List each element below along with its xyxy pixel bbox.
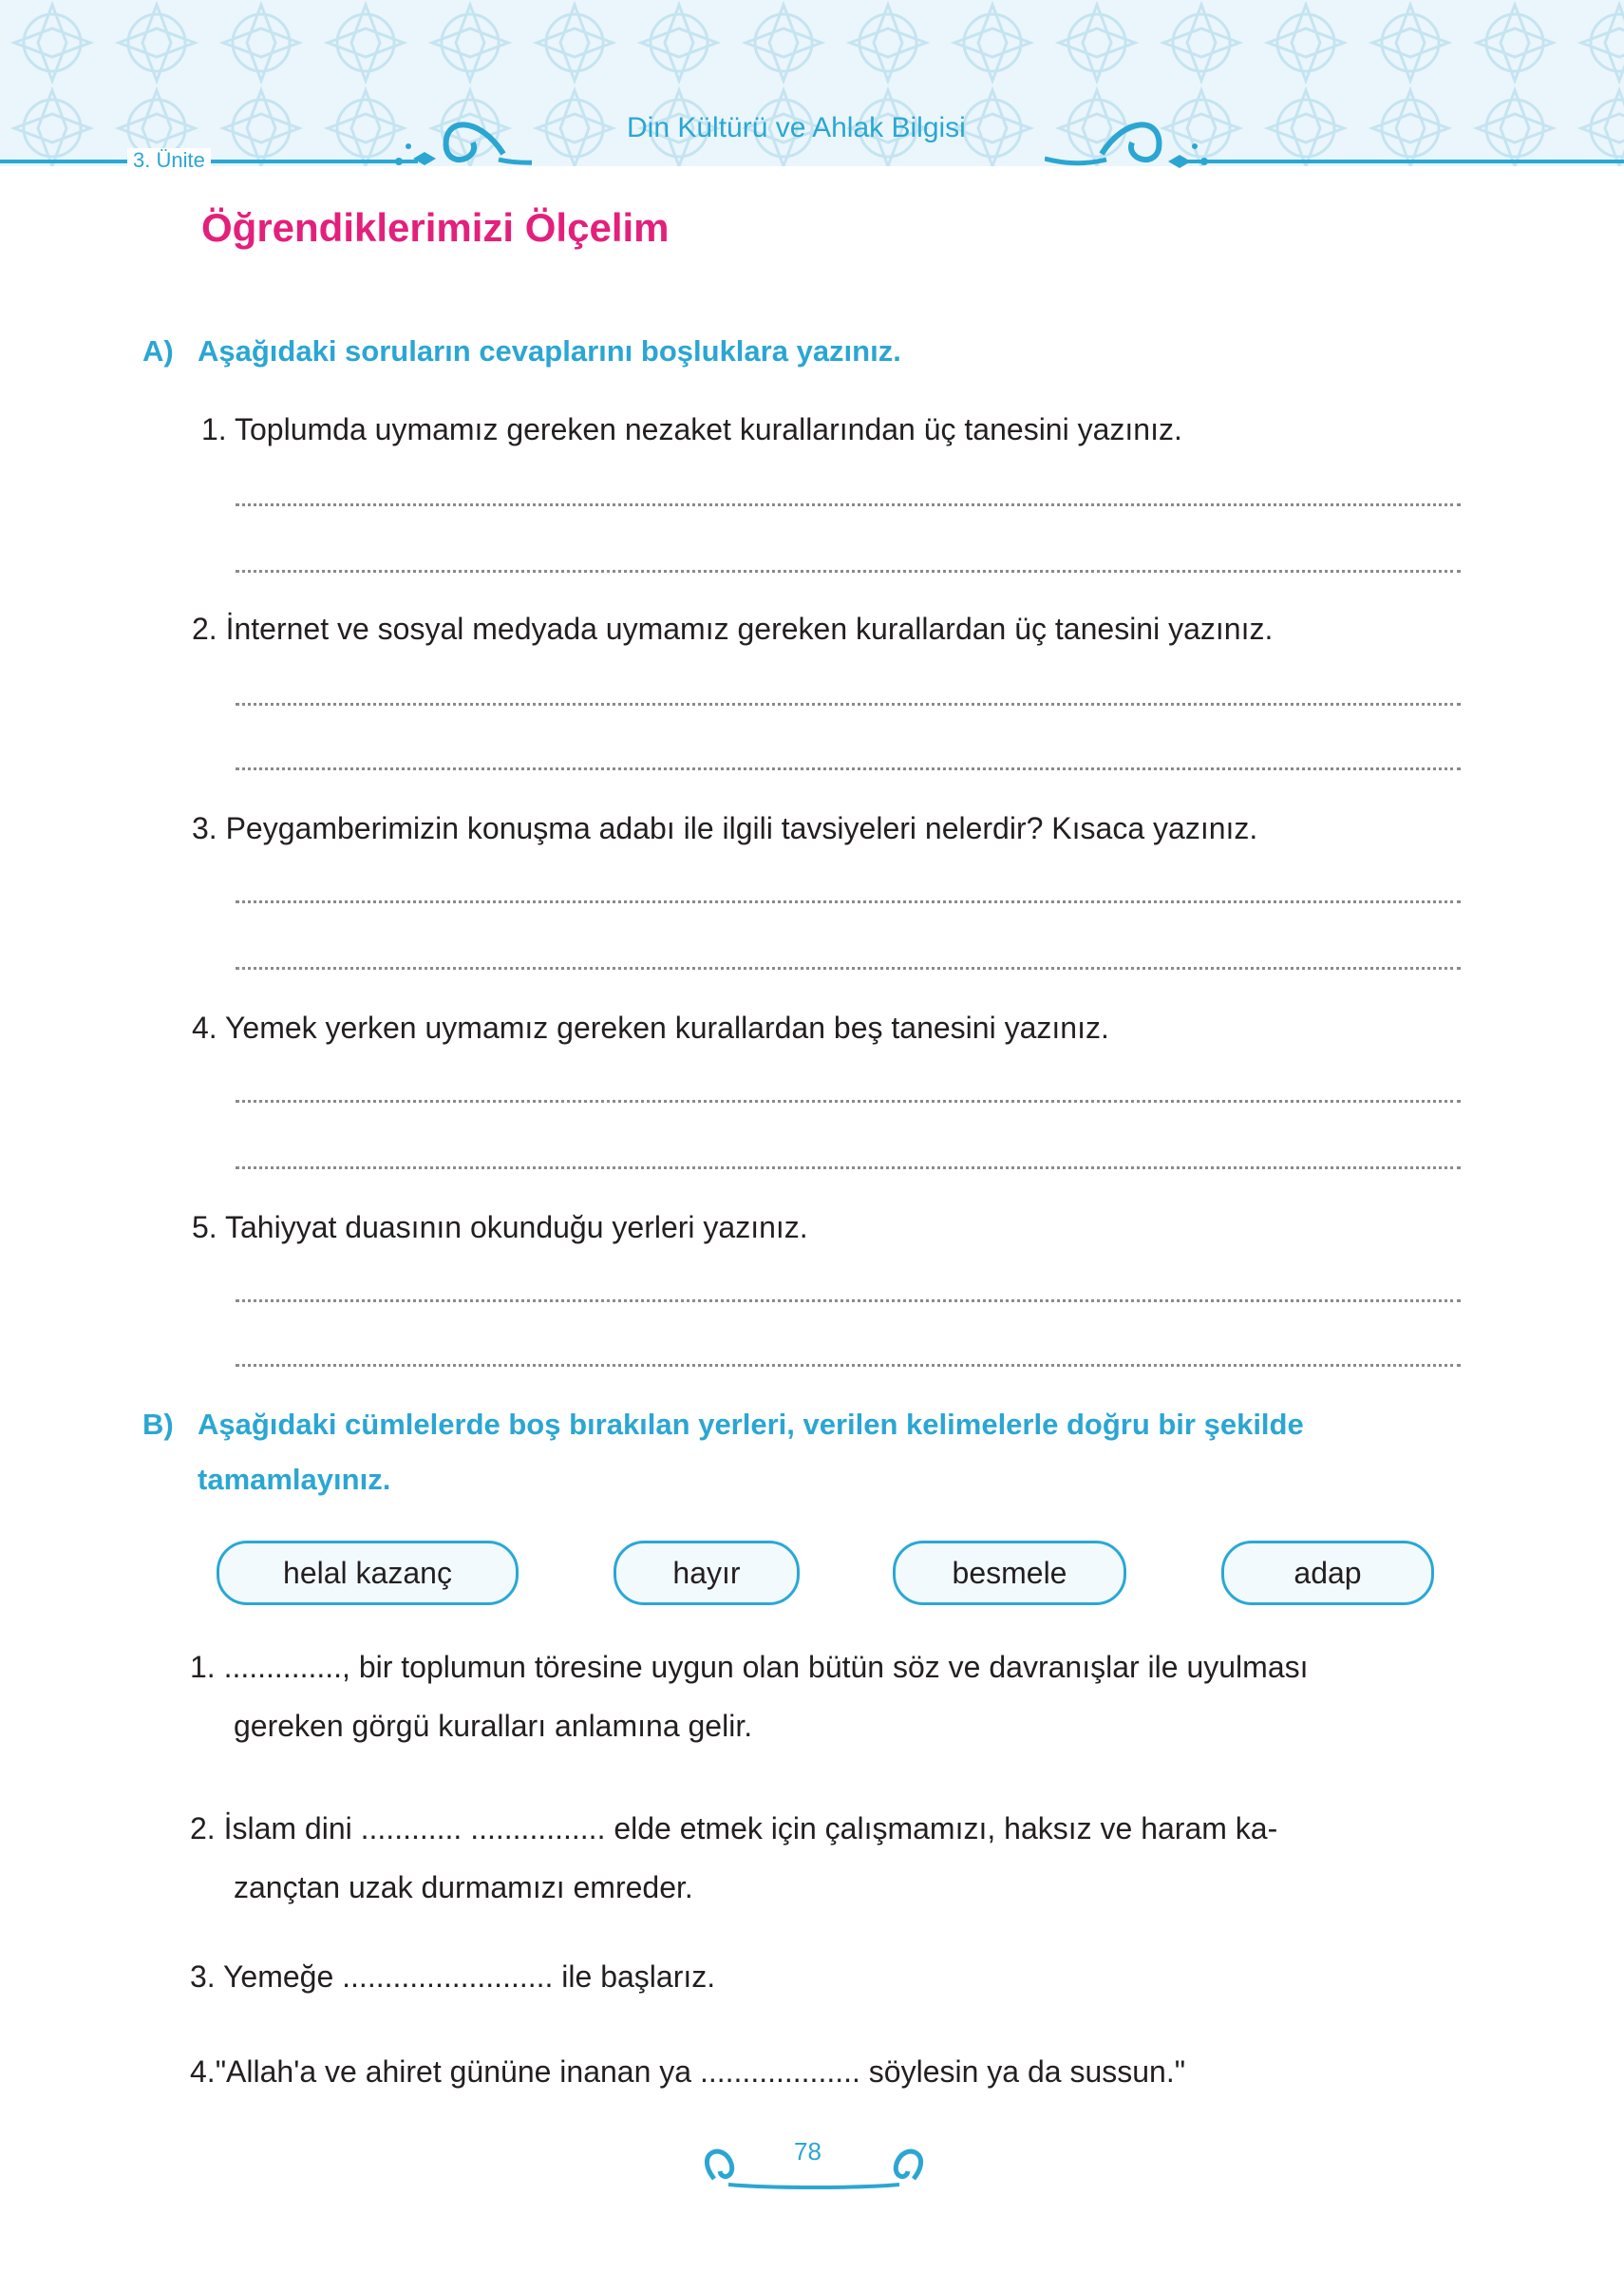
section-b-heading bbox=[142, 1398, 1304, 1451]
answer-line[interactable] bbox=[236, 1166, 1461, 1169]
ornament-right-icon bbox=[1045, 106, 1216, 178]
ornament-left-icon bbox=[389, 106, 532, 178]
unit-label: 3. Ünite bbox=[127, 148, 211, 173]
answer-line[interactable] bbox=[236, 1100, 1461, 1103]
question-2: 2. İnternet ve sosyal medyada uymamız gereken kurallardan üç tanesini yazınız. bbox=[192, 612, 1274, 646]
sentence-3 bbox=[190, 1947, 1482, 2006]
answer-line[interactable] bbox=[236, 900, 1461, 903]
word-box-adap[interactable]: adap bbox=[1221, 1541, 1434, 1605]
sentence-4-line1: 4."Allah'a ve ahiret gününe inanan ya ................... söylesin ya da sussun." bbox=[190, 2054, 1186, 2089]
section-b-instruction-line1: Aşağıdaki cümlelerde boş bırakılan yerleri, verilen kelimelerle doğru bir şekilde bbox=[198, 1408, 1304, 1441]
section-a-instruction: Aşağıdaki soruların cevaplarını boşluklara yazınız. bbox=[198, 334, 901, 368]
question-1: 1. Toplumda uymamız gereken nezaket kurallarından üç tanesini yazınız. bbox=[201, 412, 1182, 446]
sentence-1-line1: 1. .............., bir toplumun töresine uygun olan bütün söz ve davranışlar ile uyulması bbox=[190, 1650, 1309, 1684]
question-3: 3. Peygamberimizin konuşma adabı ile ilgili tavsiyeleri nelerdir? Kısaca yazınız. bbox=[192, 811, 1258, 845]
answer-line[interactable] bbox=[236, 1364, 1461, 1367]
answer-line[interactable] bbox=[236, 967, 1461, 970]
page-title: Öğrendiklerimizi Ölçelim bbox=[201, 205, 670, 250]
word-box-hayir[interactable]: hayır bbox=[614, 1541, 800, 1605]
section-a-letter: A) bbox=[142, 334, 174, 368]
answer-line[interactable] bbox=[236, 1299, 1461, 1302]
section-b-letter: B) bbox=[142, 1408, 174, 1441]
section-b-instruction-line2: tamamlayınız. bbox=[198, 1463, 391, 1496]
header-rule-right bbox=[1178, 160, 1624, 163]
word-box-helal-kazanc[interactable]: helal kazanç bbox=[217, 1541, 519, 1605]
question-4: 4. Yemek yerken uymamız gereken kurallardan beş tanesini yazınız. bbox=[192, 1011, 1109, 1045]
answer-line[interactable] bbox=[236, 767, 1461, 770]
sentence-1-line2: gereken görgü kuralları anlamına gelir. bbox=[234, 1709, 753, 1743]
page-number: 78 bbox=[794, 2137, 821, 2166]
section-a-heading bbox=[142, 325, 901, 378]
word-box-besmele[interactable]: besmele bbox=[893, 1541, 1126, 1605]
sentence-3-line1: 3. Yemeğe ......................... ile başlarız. bbox=[190, 1959, 716, 1994]
sentence-2-line2: zançtan uzak durmamızı emreder. bbox=[234, 1870, 693, 1904]
sentence-1 bbox=[190, 1637, 1482, 1755]
question-5: 5. Tahiyyat duasının okunduğu yerleri yazınız. bbox=[192, 1210, 808, 1244]
answer-line[interactable] bbox=[236, 703, 1461, 706]
sentence-4 bbox=[190, 2042, 1482, 2101]
answer-line[interactable] bbox=[236, 503, 1461, 506]
page-title-box bbox=[180, 199, 750, 272]
sentence-2 bbox=[190, 1799, 1482, 1917]
subject-title: Din Kültürü ve Ahlak Bilgisi bbox=[627, 112, 966, 143]
sentence-2-line1: 2. İslam dini ............ ................ elde etmek için çalışmamızı, haksız ve haram ka- bbox=[190, 1811, 1278, 1845]
answer-line[interactable] bbox=[236, 570, 1461, 573]
